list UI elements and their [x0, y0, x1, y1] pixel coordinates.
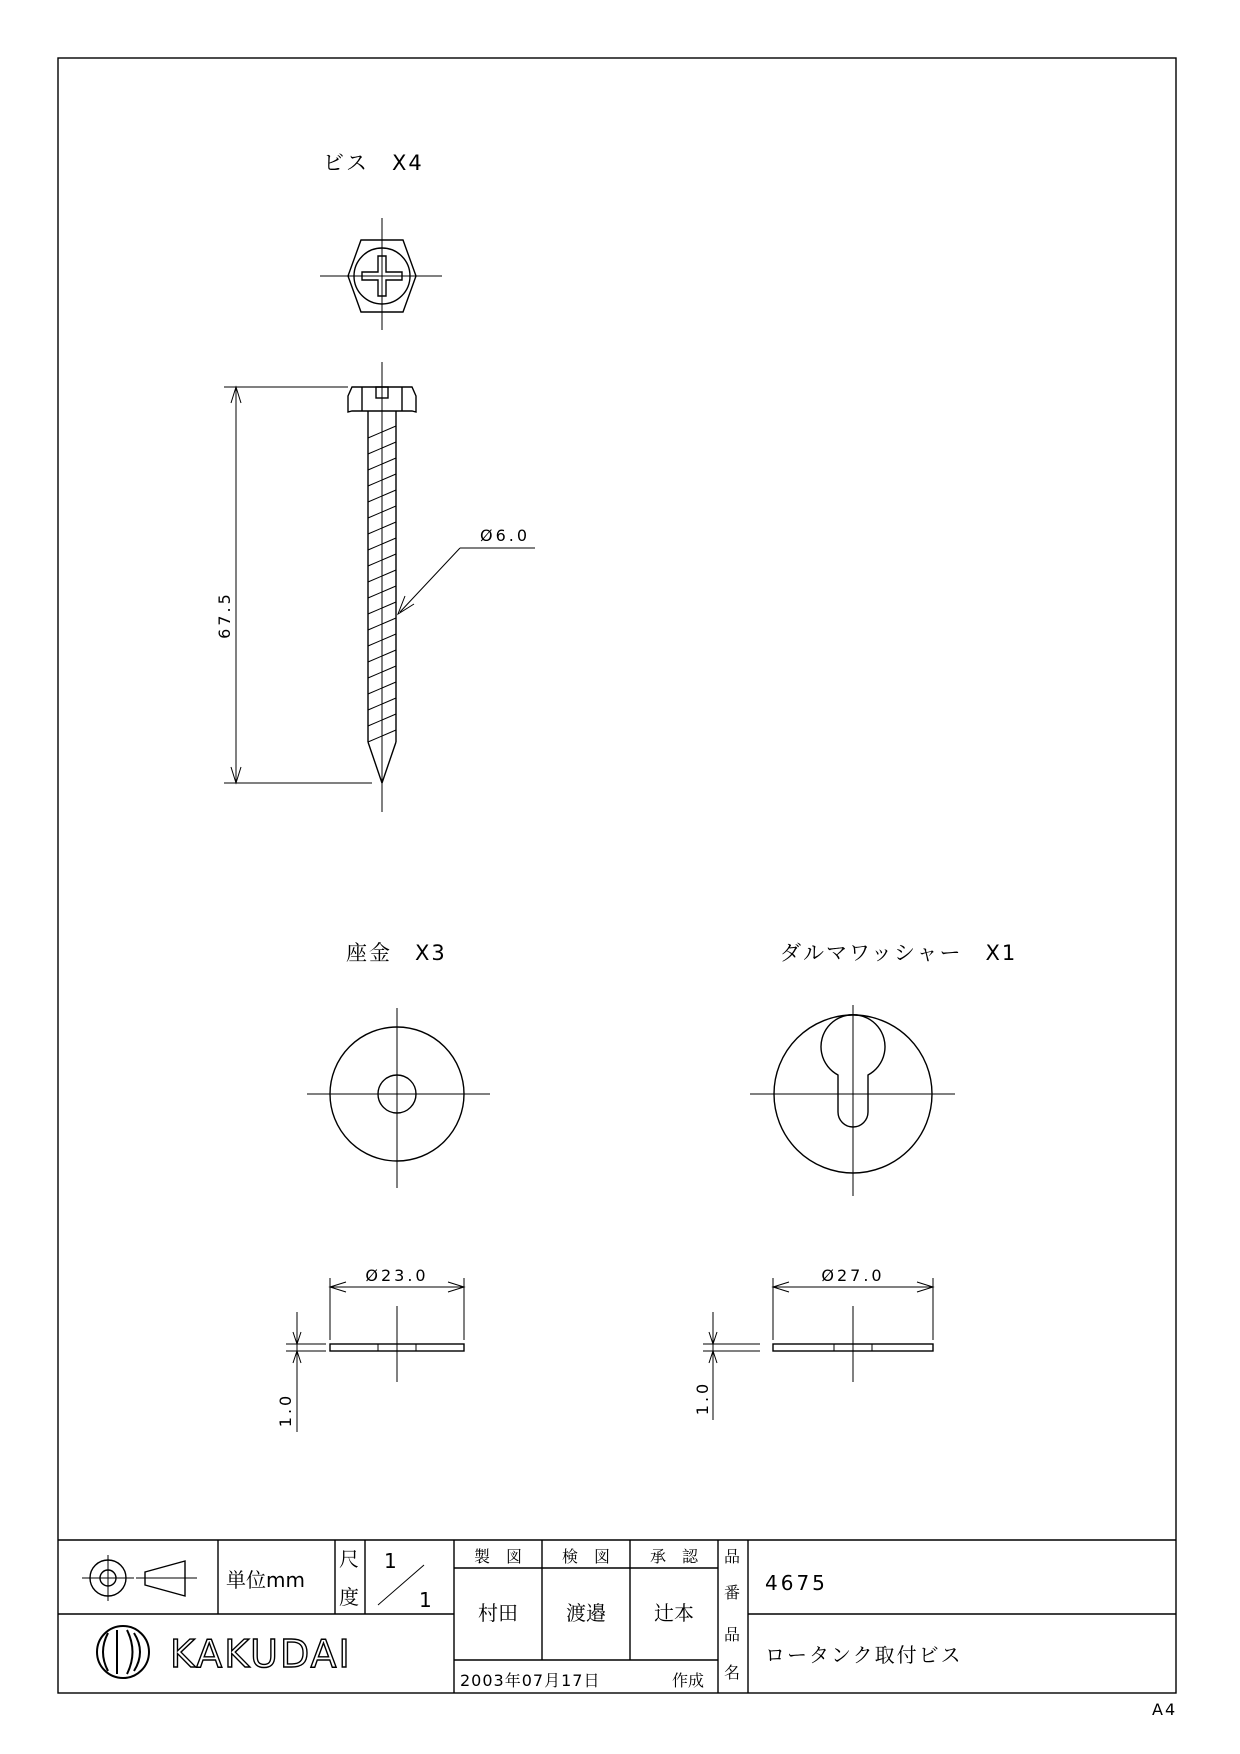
washer-thickness-dimension [276, 1312, 326, 1432]
created-text: 作成 [672, 1671, 705, 1690]
washer-top-view [307, 1008, 490, 1188]
projection-symbol-icon [82, 1555, 197, 1601]
washer-side-view [330, 1306, 464, 1382]
date-text: 2003年07月17日 [460, 1671, 601, 1690]
scale-denominator: 1 [419, 1588, 432, 1612]
kakudai-logo-icon [97, 1626, 149, 1678]
scale-numerator: 1 [384, 1549, 397, 1573]
drawn-header: 製 図 [473, 1547, 523, 1566]
product-no-label-2: 番 [724, 1583, 741, 1602]
checked-by: 渡邉 [566, 1601, 606, 1625]
screw-diameter-leader [398, 526, 535, 614]
scale-label-2: 度 [339, 1585, 359, 1609]
title-block [58, 1540, 1176, 1693]
daruma-top-view [750, 1005, 955, 1196]
daruma-thickness-dimension [693, 1312, 760, 1420]
drawing-frame [58, 58, 1176, 1693]
daruma-diameter-text: Ø27.0 [821, 1266, 885, 1285]
product-no-label-1: 品 [724, 1547, 741, 1566]
drawn-by: 村田 [478, 1601, 518, 1625]
checked-header: 検 図 [561, 1547, 611, 1566]
sheet-size: A4 [1152, 1700, 1178, 1719]
screw-top-view [320, 218, 442, 330]
screw-length-text: 67.5 [215, 591, 234, 639]
approved-header: 承 認 [649, 1547, 699, 1566]
daruma-label: ダルマワッシャー X1 [780, 941, 1018, 965]
screw-side-view [348, 362, 416, 812]
screw-length-dimension [215, 387, 372, 783]
company-name: KAKUDAI [170, 1632, 352, 1676]
daruma-side-view [773, 1306, 933, 1382]
daruma-thickness-text: 1.0 [693, 1380, 712, 1416]
approved-by: 辻本 [654, 1601, 694, 1625]
unit-text: 単位mm [226, 1568, 305, 1592]
screw-label: ビス X4 [323, 151, 424, 175]
screw-diameter-text: Ø6.0 [480, 526, 531, 545]
product-name: ロータンク取付ビス [765, 1643, 963, 1667]
scale-label-1: 尺 [339, 1547, 359, 1571]
product-name-label-1: 品 [724, 1625, 741, 1644]
product-no: 4675 [765, 1571, 828, 1595]
washer-thickness-text: 1.0 [276, 1392, 295, 1428]
product-name-label-2: 名 [724, 1663, 741, 1682]
washer-diameter-text: Ø23.0 [365, 1266, 429, 1285]
washer-label: 座金 X3 [346, 941, 447, 965]
